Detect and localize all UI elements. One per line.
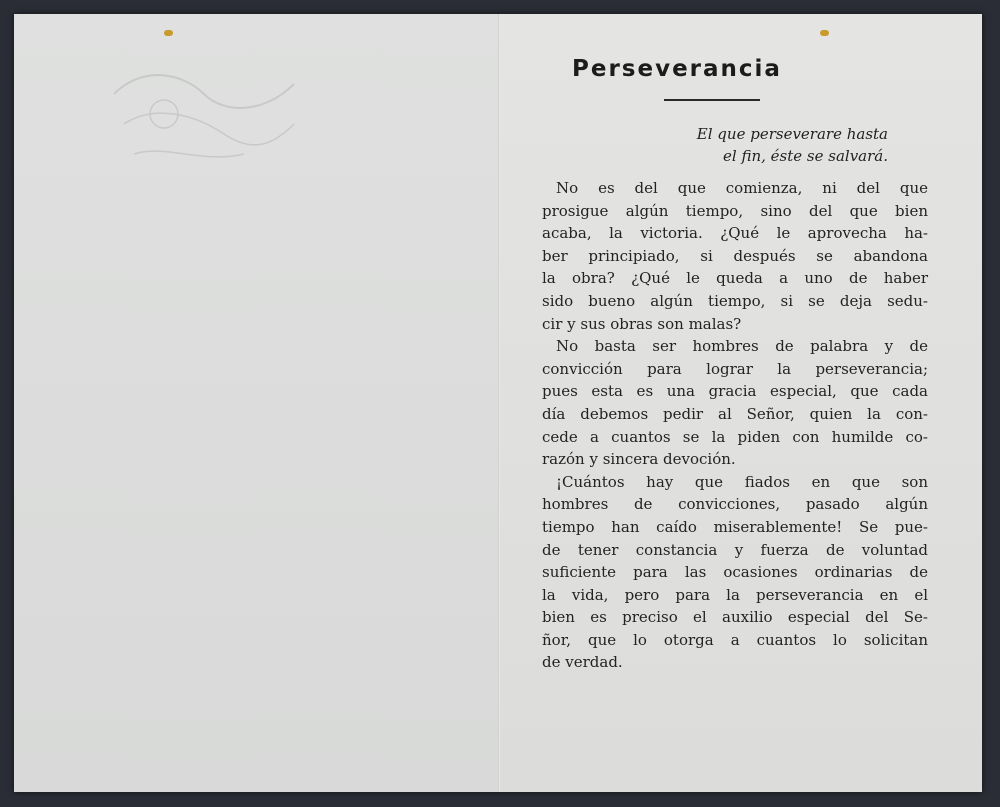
staple-right [820,30,829,36]
paragraph-3 [542,471,928,674]
left-page [14,14,498,792]
text-line: bien es preciso el auxilio especial del Se- [542,608,928,627]
text-line: día debemos pedir al Señor, quien la con- [542,404,928,423]
text-line: cir y sus obras son malas? [542,314,742,333]
text-line: ñor, que lo otorga a cuantos lo solicitan [542,630,928,649]
text-line: convicción para lograr la perseverancia; [542,359,928,378]
text-line: ber principiado, si después se abandona [542,246,928,265]
text-line: ¡Cuántos hay que fiados en que son [556,472,928,491]
text-line: No es del que comienza, ni del que [556,179,928,197]
text-line: la obra? ¿Qué le queda a uno de haber [542,269,928,288]
show-through-ornament [104,54,304,214]
text-line: de verdad. [542,653,623,672]
text-line: pues esta es una gracia especial, que cada [542,382,928,401]
staple-left [164,30,173,36]
text-line: suficiente para las ocasiones ordinarias de [542,563,928,582]
text-line: sido bueno algún tiempo, si se deja sedu- [542,291,928,310]
title-underline [664,99,760,101]
text-line: razón y sincera devoción. [542,450,736,469]
text-line: prosigue algún tiempo, sino del que bien [542,201,928,220]
text-line: de tener constancia y fuerza de voluntad [542,540,928,559]
text-line: hombres de convicciones, pasado algún [542,495,928,514]
text-line: tiempo han caído miserablemente! Se pue- [542,517,928,536]
paragraph-1 [542,177,928,335]
page-title: Perseverancia [572,56,782,82]
epigraph [560,123,888,167]
text-line: No basta ser hombres de palabra y de [556,337,928,356]
epigraph-line: el fin, éste se salvará. [723,147,888,165]
paragraph-2 [542,335,928,471]
body-text [542,177,928,674]
text-line: acaba, la victoria. ¿Qué le aprovecha ha- [542,224,928,243]
epigraph-line: El que perseverare hasta [696,125,888,143]
text-line: cede a cuantos se la piden con humilde co- [542,427,928,446]
text-line: la vida, pero para la perseverancia en el [542,585,928,604]
